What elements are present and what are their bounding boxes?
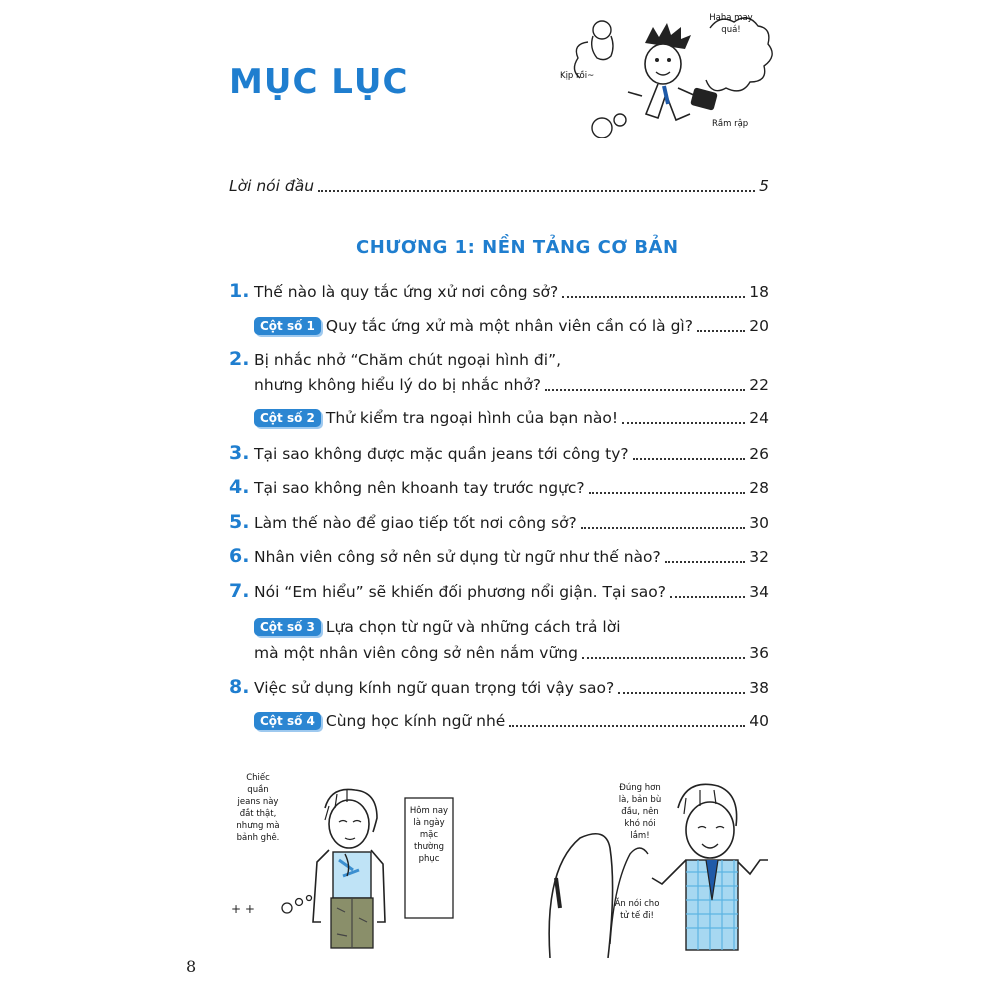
entry-text: Nói “Em hiểu” sẽ khiến đối phương nổi giận. Tại sao? xyxy=(254,583,666,601)
leader-dots xyxy=(509,724,745,727)
top-comic-left-text: Kịp rồi~ xyxy=(560,71,595,81)
top-comic-bottom-text: Rầm rập xyxy=(712,119,749,129)
leader-dots xyxy=(665,560,746,563)
column-badge: Cột số 3 xyxy=(254,618,321,636)
entry-text-line1: Bị nhắc nhở “Chăm chút ngoại hình đi”, xyxy=(254,351,562,369)
column-badge: Cột số 1 xyxy=(254,317,321,335)
item-number: 1. xyxy=(229,280,250,302)
entry-page: 18 xyxy=(749,283,769,301)
entry-page: 20 xyxy=(749,317,769,335)
entry-text: Làm thế nào để giao tiếp tốt nơi công sở? xyxy=(254,514,577,532)
toc-entry[interactable] xyxy=(254,582,769,602)
entry-text: nhưng không hiểu lý do bị nhắc nhở? xyxy=(254,376,542,394)
column-badge: Cột số 2 xyxy=(254,409,321,427)
entry-text: Thử kiểm tra ngoại hình của bạn nào! xyxy=(325,409,619,427)
entry-page: 28 xyxy=(749,479,769,497)
toc-entry-column[interactable] xyxy=(254,316,769,336)
top-comic-bubble: Haha may quá! xyxy=(709,13,753,35)
entry-text: Tại sao không nên khoanh tay trước ngực? xyxy=(254,479,585,497)
leader-dots xyxy=(618,691,745,694)
toc-entry-column[interactable] xyxy=(254,408,769,428)
entry-text-line1 xyxy=(254,617,621,637)
entry-page: 32 xyxy=(749,548,769,566)
preface-label: Lời nói đầu xyxy=(229,177,315,195)
leader-dots xyxy=(582,656,745,659)
toc-entry[interactable] xyxy=(254,547,769,567)
leader-dots xyxy=(318,189,755,192)
entry-text: Tại sao không được mặc quần jeans tới công ty? xyxy=(254,445,629,463)
item-number: 2. xyxy=(229,348,250,370)
toc-entry[interactable] xyxy=(254,444,769,464)
leader-dots xyxy=(670,595,745,598)
item-number: 8. xyxy=(229,676,250,698)
bottom-left-thought: Chiếc quần jeans này đắt thật, nhưng mà bảnh ghê. xyxy=(236,773,280,843)
entry-page: 24 xyxy=(749,409,769,427)
entry-page: 30 xyxy=(749,514,769,532)
item-number: 4. xyxy=(229,476,250,498)
leader-dots xyxy=(697,329,745,332)
entry-page: 36 xyxy=(749,644,769,662)
entry-page: 38 xyxy=(749,679,769,697)
preface-entry[interactable] xyxy=(229,176,769,196)
toc-entry-column[interactable] xyxy=(254,643,769,663)
svg-text:+ +: + + xyxy=(231,902,255,916)
entry-page: 26 xyxy=(749,445,769,463)
entry-text: mà một nhân viên công sở nên nắm vững xyxy=(254,644,578,662)
leader-dots xyxy=(545,388,745,391)
column-badge: Cột số 4 xyxy=(254,712,321,730)
leader-dots xyxy=(581,526,745,529)
item-number: 5. xyxy=(229,511,250,533)
page-number: 8 xyxy=(186,957,197,976)
entry-text: Lựa chọn từ ngữ và những cách trả lời xyxy=(325,618,621,636)
bottom-left-box: Hôm nay là ngày mặc thường phục xyxy=(409,806,449,864)
item-number: 3. xyxy=(229,442,250,464)
bottom-right-speech: Đúng hơn là, bản bù đầu, nên khó nói lắm! xyxy=(618,783,662,841)
entry-text: Quy tắc ứng xử mà một nhân viên cần có là gì? xyxy=(325,317,693,335)
toc-entry[interactable] xyxy=(254,513,769,533)
toc-entry[interactable] xyxy=(254,678,769,698)
bottom-right-small: Ăn nói cho tử tế đi! xyxy=(614,899,660,921)
toc-entry[interactable] xyxy=(254,282,769,302)
entry-page: 22 xyxy=(749,376,769,394)
entry-text: Thế nào là quy tắc ứng xử nơi công sở? xyxy=(254,283,559,301)
toc-entry[interactable] xyxy=(254,375,769,395)
item-number: 7. xyxy=(229,580,250,602)
leader-dots xyxy=(562,295,745,298)
preface-page: 5 xyxy=(759,177,769,195)
chapter-heading: CHƯƠNG 1: NỀN TẢNG CƠ BẢN xyxy=(356,237,679,258)
entry-page: 40 xyxy=(749,712,769,730)
entry-text: Nhân viên công sở nên sử dụng từ ngữ như thế nào? xyxy=(254,548,661,566)
page-title: MỤC LỤC xyxy=(229,62,409,102)
entry-text: Việc sử dụng kính ngữ quan trọng tới vậy sao? xyxy=(254,679,615,697)
toc-entry-column[interactable] xyxy=(254,711,769,731)
leader-dots xyxy=(589,491,746,494)
toc-entry[interactable] xyxy=(254,478,769,498)
leader-dots xyxy=(633,457,746,460)
leader-dots xyxy=(622,421,745,424)
item-number: 6. xyxy=(229,545,250,567)
entry-page: 34 xyxy=(749,583,769,601)
entry-text: Cùng học kính ngữ nhé xyxy=(325,712,506,730)
